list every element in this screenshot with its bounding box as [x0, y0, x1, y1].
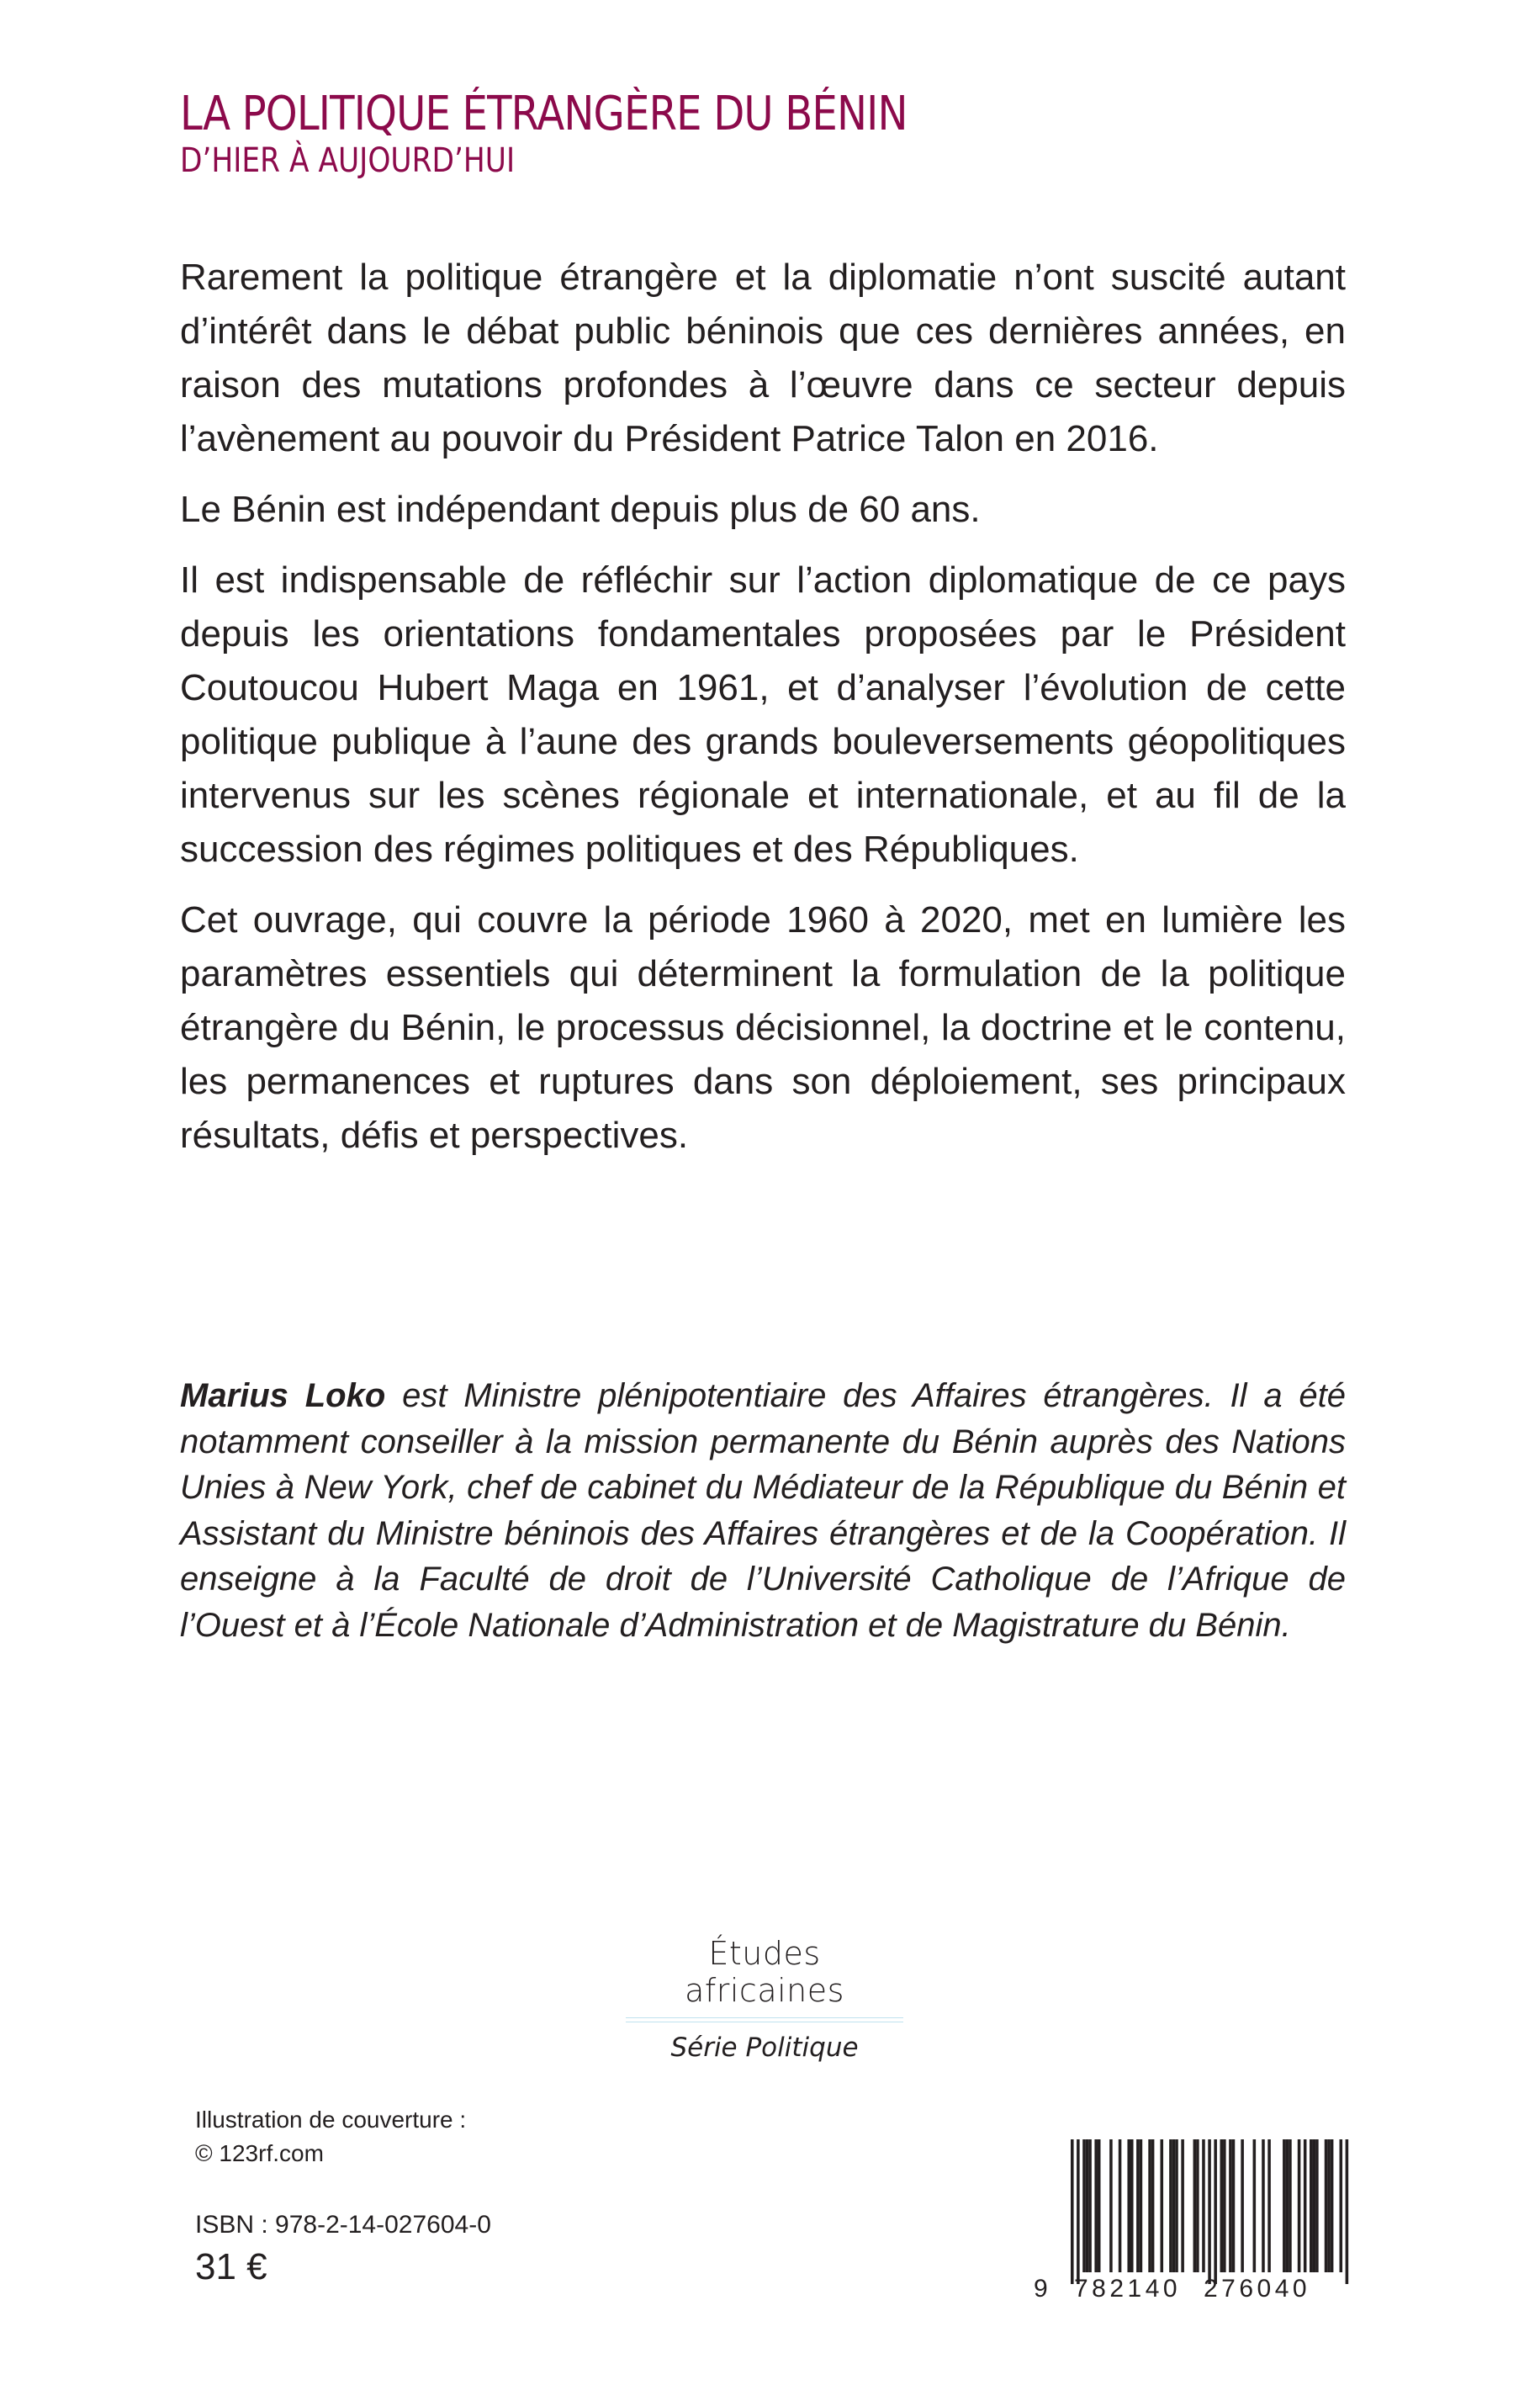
- series-divider: [626, 2017, 903, 2022]
- barcode-bar: [1136, 2139, 1140, 2272]
- author-bio: [180, 1373, 1346, 1648]
- summary-paragraph: Le Bénin est indépendant depuis plus de 60 ans.: [180, 489, 981, 530]
- barcode-bar: [1223, 2139, 1226, 2272]
- barcode-bar: [1127, 2139, 1130, 2272]
- book-title: LA POLITIQUE ÉTRANGÈRE DU BÉNIN: [180, 87, 908, 141]
- summary-paragraph: Rarement la politique étrangère et la diplomatie n’ont suscité autant d’intérêt dans le débat public béninois que ces dernières années, en raison des mutations profondes à l’œuvre dans ce secteur depuis l’avènement au pouvoir du Président Patrice Talon en 2016.: [180, 257, 1346, 459]
- illustration-credits: [195, 2103, 466, 2170]
- barcode-bar: [1262, 2139, 1265, 2272]
- barcode-bar: [1310, 2139, 1313, 2272]
- barcode-bar: [1175, 2139, 1178, 2272]
- illustration-label: Illustration de couverture :: [195, 2107, 467, 2133]
- series-logo: [626, 1935, 903, 2063]
- book-subtitle: D’HIER À AUJOURD’HUI: [180, 141, 516, 180]
- barcode-bar: [1241, 2139, 1244, 2272]
- barcode-bar: [1208, 2139, 1211, 2284]
- barcode-bar: [1331, 2139, 1334, 2272]
- barcode-bar: [1088, 2139, 1092, 2272]
- barcode-bar: [1169, 2139, 1172, 2272]
- barcode-bar: [1151, 2139, 1155, 2272]
- barcode-bar: [1325, 2139, 1328, 2272]
- barcode-bar: [1130, 2139, 1134, 2272]
- series-subtitle: Série Politique: [670, 2033, 859, 2063]
- author-bio-text: est Ministre plénipotentiaire des Affaires étrangères. Il a été notamment conseiller à la mission permanente du Bénin auprès des Nations Unies à New York, chef de cabinet du Médiateur de la République du Bénin et Assistant du Ministre béninois des Affaires étrangères et de la Coopération. Il enseigne à la Faculté de droit de l’Université Catholique de l’Afrique de l’Ouest et à l’École Nationale d’Administration et de Magistrature du Bénin.: [180, 1377, 1346, 1644]
- barcode-bar: [1253, 2139, 1257, 2272]
- barcode-bar: [1071, 2139, 1074, 2284]
- illustration-source: © 123rf.com: [195, 2140, 324, 2166]
- barcode-bar: [1289, 2139, 1292, 2272]
- barcode-bar: [1283, 2139, 1286, 2272]
- barcode-bar: [1109, 2139, 1113, 2272]
- barcode-bar: [1313, 2139, 1316, 2272]
- barcode-bar: [1086, 2139, 1089, 2272]
- barcode-bar: [1172, 2139, 1176, 2272]
- barcode-bar: [1077, 2139, 1080, 2284]
- barcode-bar: [1346, 2139, 1349, 2284]
- back-cover-summary: [180, 251, 1346, 1179]
- barcode-bar: [1196, 2139, 1199, 2272]
- barcode-right-digits: 276040: [1204, 2275, 1311, 2301]
- barcode-bar: [1327, 2139, 1331, 2272]
- barcode-bar: [1298, 2139, 1301, 2272]
- barcode: [1030, 2133, 1350, 2301]
- author-name: Marius Loko: [180, 1377, 386, 1414]
- barcode-first-digit: 9: [1034, 2275, 1048, 2301]
- barcode-bar: [1161, 2139, 1164, 2272]
- barcode-bar: [1148, 2139, 1151, 2272]
- barcode-bar: [1315, 2139, 1319, 2272]
- barcode-bar: [1340, 2139, 1343, 2272]
- barcode-bar: [1094, 2139, 1098, 2272]
- isbn: ISBN : 978-2-14-027604-0: [195, 2211, 491, 2239]
- barcode-bar: [1082, 2139, 1086, 2272]
- barcode-bar: [1220, 2139, 1224, 2272]
- summary-paragraph: Cet ouvrage, qui couvre la période 1960 à 2020, met en lumière les paramètres essentiels qui déterminent la formulation de la politique étrangère du Bénin, le processus décisionnel, la doctrine et le contenu, les permanences et ruptures dans son déploiement, ses principaux résultats, défis et perspectives.: [180, 899, 1346, 1156]
- barcode-bar: [1232, 2139, 1236, 2272]
- barcode-bar: [1181, 2139, 1184, 2272]
- barcode-bar: [1267, 2139, 1271, 2272]
- barcode-left-digits: 782140: [1074, 2275, 1182, 2301]
- barcode-bar: [1214, 2139, 1217, 2284]
- barcode-bar: [1098, 2139, 1101, 2272]
- price: 31 €: [195, 2246, 267, 2287]
- barcode-bar: [1286, 2139, 1289, 2272]
- series-name: Études africaines: [685, 1935, 844, 2009]
- title-block: [180, 87, 1025, 180]
- summary-paragraph: Il est indispensable de réfléchir sur l’action diplomatique de ce pays depuis les orientations fondamentales proposées par le Président Coutoucou Hubert Maga en 1961, et d’analyser l’évolution de cette politique publique à l’aune des grands bouleversements géopolitiques intervenus sur les scènes régionale et internationale, et au fil de la succession des régimes politiques et des Républiques.: [180, 559, 1346, 870]
- barcode-bar: [1304, 2139, 1307, 2272]
- barcode-bar: [1202, 2139, 1205, 2272]
- barcode-bars: [1071, 2139, 1350, 2284]
- barcode-bar: [1119, 2139, 1122, 2272]
- barcode-bar: [1229, 2139, 1232, 2272]
- barcode-bar: [1193, 2139, 1197, 2272]
- barcode-bar: [1140, 2139, 1143, 2272]
